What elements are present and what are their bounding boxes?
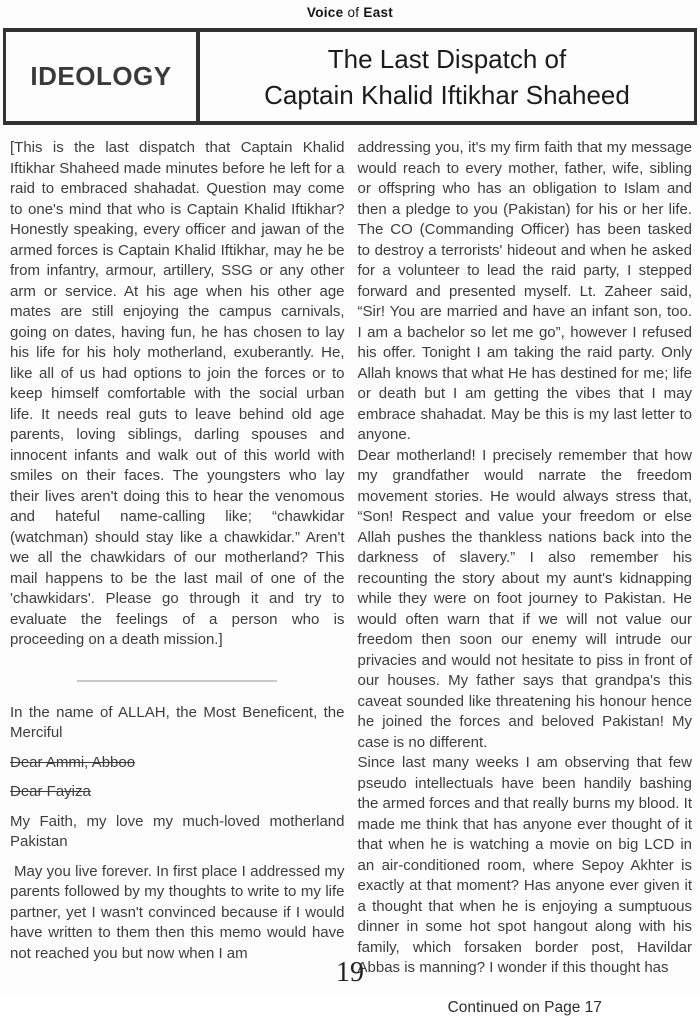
letter-paragraph-continued: addressing you, it's my firm faith that my message would reach to every mother, father, wife, sibling or offspring who has an obligation to Islam and then a pledge to you (Pakistan) for his or her life. The CO (Commanding Officer) has been tasked to destroy a terrorists' hideout and when he asked for a volunteer to lead the raid party, I stepped forward and presented myself. Lt. Zaheer said, “Sir! You are married and have an infant son, too. I am a bachelor so let me go”, however I refused his offer. Tonight I am taking the raid party. Only Allah knows that what He has destined for me; life or death but I am getting the vibes that I may embrace shahadat. May be this is my last letter to anyone. bbox=[358, 138, 693, 446]
letter-paragraph-observation: Since last many weeks I am observing that few pseudo intellectuals have been handily bashing the armed forces and that really burns my blood. It made me think that has anyone ever thought of it that when he is watching a movie on big LCD in an air-conditioned room, where Sepoy Akhter is exactly at that moment? Has anyone ever given it a thought that when he is enjoying a sumptuous dinner in some hot spot hangout along with his family, which forsaken border post, Havildar Abbas is manning? I wonder if this thought has bbox=[358, 753, 693, 979]
article-header bbox=[3, 28, 697, 125]
article-body bbox=[0, 125, 700, 1018]
salutation-parents-struck: Dear Ammi, Abboo bbox=[10, 753, 345, 774]
masthead-word-voice: Voice bbox=[307, 5, 344, 20]
section-label: IDEOLOGY bbox=[6, 32, 200, 121]
page-number: 19 bbox=[0, 957, 700, 989]
salutation-wife-struck: Dear Fayiza bbox=[10, 782, 345, 803]
article-title bbox=[200, 32, 694, 121]
section-divider bbox=[77, 680, 277, 682]
letter-paragraph-motherland: Dear motherland! I precisely remember that how my grandfather would narrate the freedom movement stories. He would always stress that, “Son! Respect and value your freedom or else Allah pushes the thankless nations back into the darkness of slavery.” I also remember his recounting the story about my aunt's kidnapping while they were on foot journey to Pakistan. He would often warn that if we will not value our freedom then soon our enemy will intrude our privacies and would not hesitate to piss in front of our houses. My father says that grandpa's this caveat sounded like threatening his honour hence he joined the forces and beloved Pakistan! My case is no different. bbox=[358, 446, 693, 754]
salutation-motherland: My Faith, my love my much-loved motherland Pakistan bbox=[10, 812, 345, 853]
right-column bbox=[358, 138, 693, 1018]
article-title-line2: Captain Khalid Iftikhar Shaheed bbox=[264, 77, 630, 113]
left-column bbox=[10, 138, 345, 1018]
letter-opening-paragraph: May you live forever. In first place I addressed my parents followed by my thoughts to write to my life partner, yet I wasn't convinced because if I would have written to them then this memo would have not reached you but now when I am bbox=[10, 862, 345, 965]
masthead-word-of: of bbox=[347, 5, 359, 20]
bismillah-line: In the name of ALLAH, the Most Beneficent, the Merciful bbox=[10, 703, 345, 744]
editor-intro-paragraph: [This is the last dispatch that Captain Khalid Iftikhar Shaheed made minutes before he left for a raid to embraced shahadat. Question may come to one's mind that who is Captain Khalid Iftikhar? Honestly speaking, every officer and jawan of the armed forces is Captain Khalid Iftikhar, may he be from infantry, armour, artillery, SSG or any other arm or service. At his age when his other age mates are still enjoying the campus carnivals, going on dates, having fun, he has chosen to lay his life for his holy motherland, exuberantly. He, like all of us had options to join the forces or to keep himself comfortable with the social urban life. It needs real guts to leave behind old age parents, loving siblings, darling spouses and innocent infants and walk out of this world with smiles on their faces. The youngsters who lay their lives aren't doing this to hear the venomous and hateful name-calling like; “chawkidar (watchman) should stay like a chawkidar.” Aren't we all the chawkidars of our motherland? This mail happens to be the last mail of one of the 'chawkidars'. Please go through it and try to evaluate the feelings of a person who is proceeding on a death mission.] bbox=[10, 138, 345, 651]
masthead-word-east: East bbox=[363, 5, 393, 20]
masthead bbox=[0, 0, 700, 20]
article-title-line1: The Last Dispatch of bbox=[328, 41, 566, 77]
continued-note: Continued on Page 17 bbox=[358, 998, 693, 1018]
